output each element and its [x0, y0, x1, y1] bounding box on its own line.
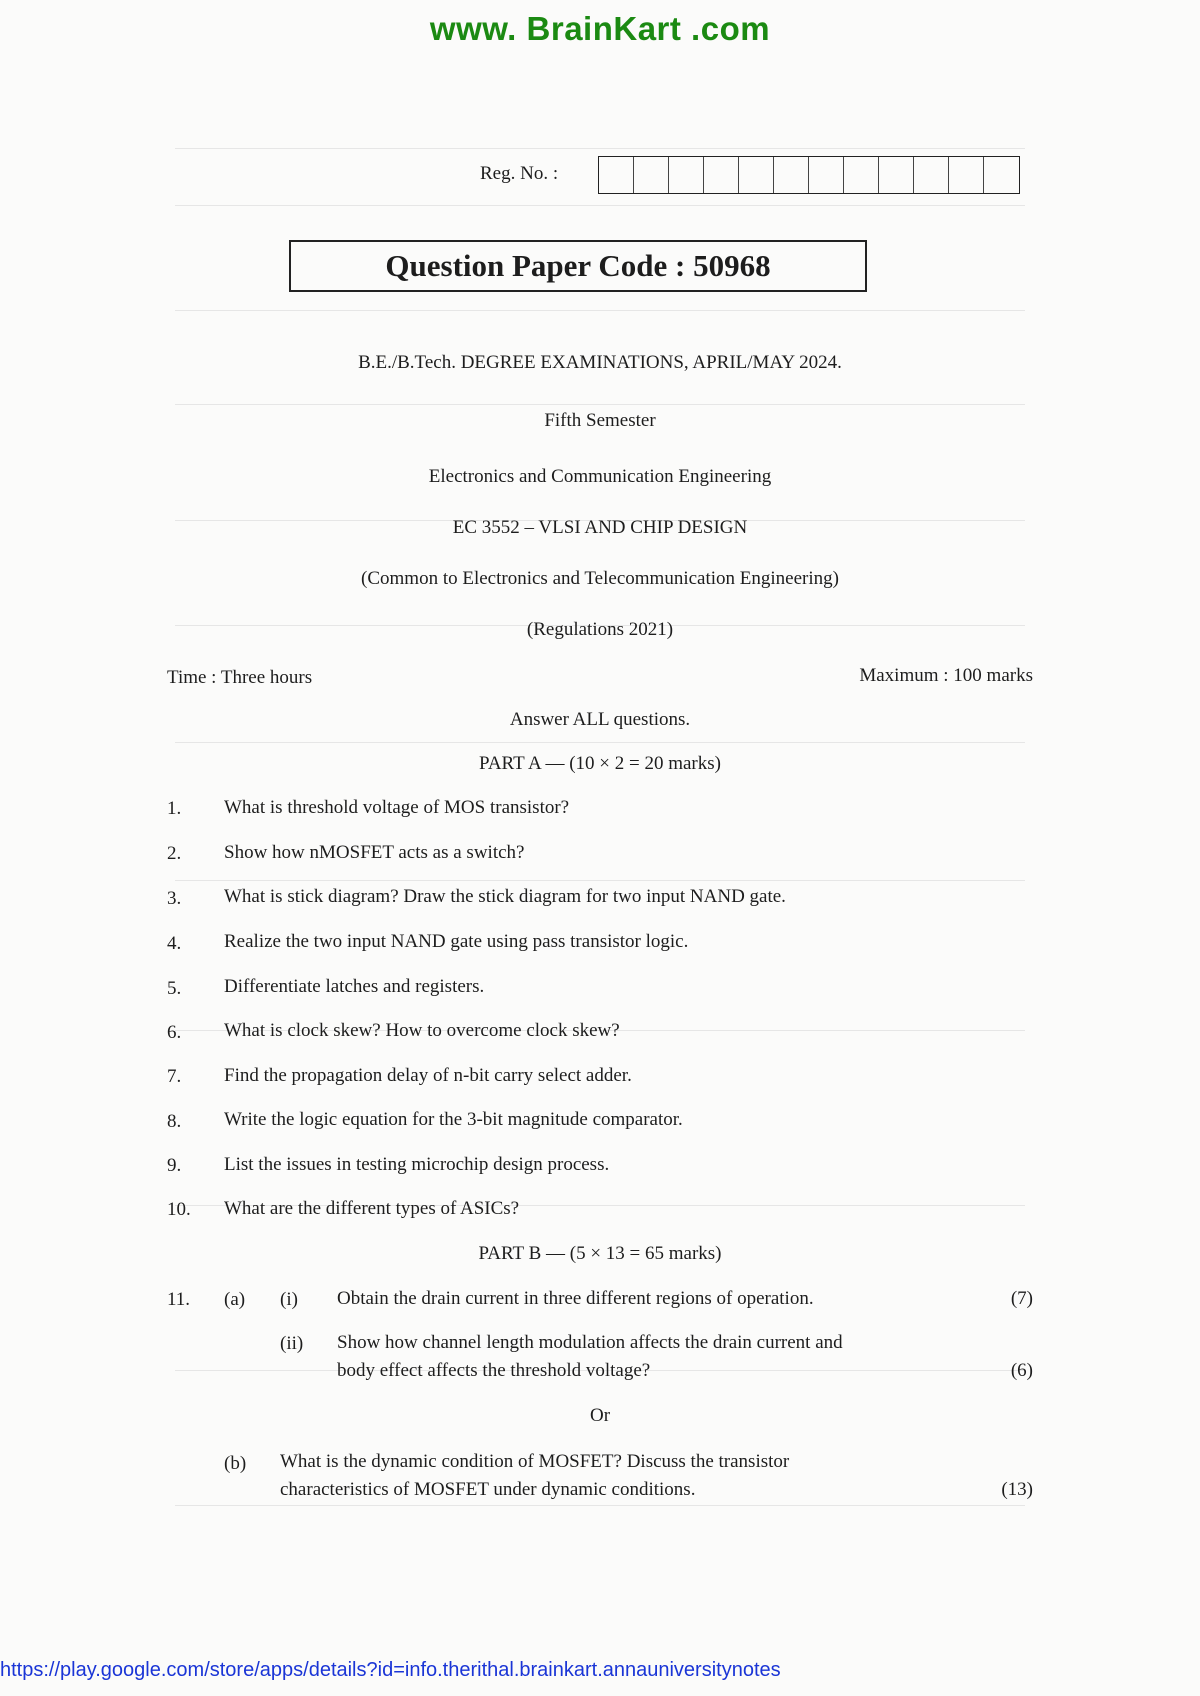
sub-question-label: (b) — [224, 1453, 247, 1474]
reg-no-label: Reg. No. : — [480, 163, 559, 184]
reg-no-box — [669, 157, 704, 193]
question-text: Obtain the drain current in three different regions of operation. — [337, 1288, 814, 1309]
reg-no-box — [984, 157, 1019, 193]
question-text: What is stick diagram? Draw the stick diagram for two input NAND gate. — [224, 886, 786, 907]
question-number: 11. — [167, 1289, 191, 1310]
reg-no-box — [739, 157, 774, 193]
question-text: Realize the two input NAND gate using pass transistor logic. — [224, 931, 689, 952]
question-text: What is the dynamic condition of MOSFET? Discuss the transistor — [280, 1451, 790, 1472]
exam-course: EC 3552 – VLSI AND CHIP DESIGN — [452, 517, 748, 538]
reg-no-box — [949, 157, 984, 193]
part-a-title: PART A — (10 × 2 = 20 marks) — [479, 753, 721, 774]
exam-instruction: Answer ALL questions. — [509, 709, 691, 730]
exam-max-marks: Maximum : 100 marks — [859, 665, 1033, 686]
question-number: 10. — [167, 1199, 191, 1220]
marks-label: (13) — [1001, 1479, 1033, 1500]
question-number: 9. — [167, 1155, 182, 1176]
question-text: What is threshold voltage of MOS transistor? — [224, 797, 570, 818]
sub-part-label: (i) — [280, 1289, 298, 1310]
exam-department: Electronics and Communication Engineering — [428, 466, 772, 487]
question-text: Differentiate latches and registers. — [224, 976, 485, 997]
question-number: 7. — [167, 1066, 182, 1087]
question-text: characteristics of MOSFET under dynamic conditions. — [280, 1479, 696, 1500]
reg-no-box — [634, 157, 669, 193]
exam-semester: Fifth Semester — [544, 410, 656, 431]
question-number: 4. — [167, 933, 182, 954]
exam-regulations: (Regulations 2021) — [526, 619, 674, 640]
question-number: 1. — [167, 798, 182, 819]
reg-no-box — [914, 157, 949, 193]
question-text: Show how channel length modulation affects the drain current and — [337, 1332, 843, 1353]
question-number: 2. — [167, 843, 182, 864]
question-number: 5. — [167, 978, 182, 999]
reg-no-box — [599, 157, 634, 193]
question-text: What are the different types of ASICs? — [224, 1198, 520, 1219]
reg-no-box — [844, 157, 879, 193]
question-paper-code: Question Paper Code : 50968 — [289, 240, 867, 292]
reg-no-box — [774, 157, 809, 193]
sub-part-label: (ii) — [280, 1333, 304, 1354]
exam-time: Time : Three hours — [167, 667, 313, 688]
marks-label: (6) — [1010, 1360, 1033, 1381]
question-text: Write the logic equation for the 3-bit magnitude comparator. — [224, 1109, 683, 1130]
question-text: Show how nMOSFET acts as a switch? — [224, 842, 525, 863]
question-number: 6. — [167, 1022, 182, 1043]
question-text: List the issues in testing microchip design process. — [224, 1154, 610, 1175]
question-number: 8. — [167, 1111, 182, 1132]
footer-link[interactable]: https://play.google.com/store/apps/details?id=info.therithal.brainkart.annauniversitynotes — [0, 1659, 781, 1681]
question-text: What is clock skew? How to overcome clock skew? — [224, 1020, 620, 1041]
exam-degree: B.E./B.Tech. DEGREE EXAMINATIONS, APRIL/MAY 2024. — [358, 352, 842, 373]
part-b-title: PART B — (5 × 13 = 65 marks) — [478, 1243, 722, 1264]
reg-no-box — [809, 157, 844, 193]
exam-common: (Common to Electronics and Telecommunication Engineering) — [361, 568, 839, 589]
marks-label: (7) — [1010, 1288, 1033, 1309]
question-number: 3. — [167, 888, 182, 909]
reg-no-boxes — [598, 156, 1020, 194]
site-header[interactable]: www. BrainKart .com — [429, 10, 771, 47]
question-text: body effect affects the threshold voltage? — [337, 1360, 651, 1381]
or-separator: Or — [589, 1405, 611, 1426]
reg-no-box — [704, 157, 739, 193]
sub-question-label: (a) — [224, 1289, 246, 1310]
question-text: Find the propagation delay of n-bit carry select adder. — [224, 1065, 632, 1086]
reg-no-box — [879, 157, 914, 193]
